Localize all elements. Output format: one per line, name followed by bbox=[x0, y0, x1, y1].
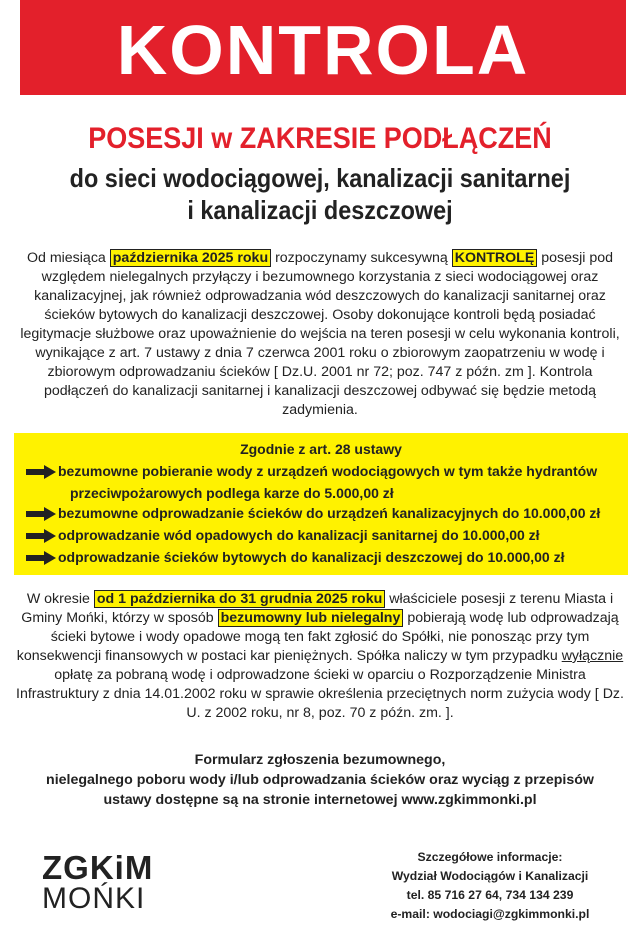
heading-red: POSESJI w ZAKRESIE PODŁĄCZEŃ bbox=[88, 122, 552, 155]
arrow-right-icon bbox=[26, 465, 56, 479]
period-text-1: W okresie bbox=[26, 591, 90, 607]
period-text-4: opłatę za pobraną wodę i odprowadzone ścieki w oparciu o Rozporządzenie Ministra Infrastruktury z dnia 14.01.2002 roku w sprawie określenia przeciętnych norm zużycia wody [ Dz. U. z 2002 roku, nr 8, poz. 70 z późn. zm. ]. bbox=[16, 667, 624, 721]
period-highlight-dates: od 1 października do 31 grudnia 2025 roku bbox=[94, 590, 385, 608]
period-text-3: pobierają wodę lub odprowadzają ścieki bytowe i wody opadowe mogą ten fakt zgłosić do Spółki, nie ponosząc przy tym konsekwencji finansowych w postaci kar pieniężnych. Spółka naliczy w tym przypadku bbox=[16, 610, 619, 664]
heading-subtitle-1: do sieci wodociągowej, kanalizacji sanitarnej bbox=[69, 163, 571, 193]
arrow-right-icon bbox=[26, 507, 56, 521]
intro-paragraph bbox=[14, 249, 626, 420]
form-note-line-1: Formularz zgłoszenia bezumownego, bbox=[194, 752, 446, 768]
period-underlined: wyłącznie bbox=[561, 648, 624, 664]
penalty-text-4: odprowadzanie ścieków bytowych do kanalizacji deszczowej do 10.000,00 zł bbox=[58, 549, 565, 565]
penalties-box bbox=[14, 433, 628, 575]
penalty-text-1: bezumowne pobieranie wody z urządzeń wodociągowych w tym także hydrantów bbox=[58, 463, 598, 479]
penalty-text-2: bezumowne odprowadzanie ścieków do urządzeń kanalizacyjnych do 10.000,00 zł bbox=[58, 505, 601, 521]
penalty-item-continuation: przeciwpożarowych podlega karze do 5.000,00 zł bbox=[70, 485, 394, 501]
period-text-2: właściciele posesji z terenu Miasta i Gminy Mońki, którzy w sposób bbox=[21, 591, 614, 626]
form-note-line-3: ustawy dostępne są na stronie internetowej www.zgkimmonki.pl bbox=[103, 792, 537, 808]
contact-title: Szczegółowe informacje: bbox=[417, 850, 563, 864]
logo-top-text: ZGKiM bbox=[42, 849, 154, 886]
form-note bbox=[0, 750, 640, 810]
heading-subtitle-2: i kanalizacji deszczowej bbox=[187, 195, 453, 225]
period-paragraph bbox=[14, 590, 626, 723]
contact-email: e-mail: wodociagi@zgkimmonki.pl bbox=[390, 907, 590, 921]
logo-bottom-text: MOŃKI bbox=[42, 882, 146, 915]
intro-highlight-date: października 2025 roku bbox=[110, 249, 271, 267]
banner bbox=[20, 0, 626, 95]
period-highlight-illegal: bezumowny lub nielegalny bbox=[218, 609, 404, 627]
penalty-text-3: odprowadzanie wód opadowych do kanalizacji sanitarnej do 10.000,00 zł bbox=[58, 527, 540, 543]
penalty-item bbox=[26, 527, 540, 543]
contact-phone: tel. 85 716 27 64, 734 134 239 bbox=[406, 888, 574, 902]
penalty-item bbox=[26, 505, 600, 521]
logo bbox=[42, 849, 162, 916]
intro-text-3: posesji pod względem nielegalnych przyłączy i bezumownego korzystania z sieci wodociągowej oraz kanalizacyjnej, jak również odprowadzania wód deszczowych do kanalizacji sanitarnej oraz ścieków bytowych do kanalizacji deszczowej. Osoby dokonujące kontroli będą posiadać legitymacje służbowe oraz upoważnienie do wejścia na teren posesji w celu wykonania kontroli, wynikające z art. 7 ustawy z dnia 7 czerwca 2001 roku o zbiorowym zaopatrzeniu w wodę i zbiorowym odprowadzaniu ścieków [ Dz.U. 2001 nr 72; poz. 747 z późn. zm ]. Kontrola podłączeń do kanalizacji sanitarnej i kanalizacji deszczowej odbywać się będzie metodą zadymienia. bbox=[20, 250, 620, 418]
banner-title: KONTROLA bbox=[116, 10, 530, 89]
arrow-right-icon bbox=[26, 551, 56, 565]
intro-highlight-control: KONTROLĘ bbox=[452, 249, 538, 267]
arrow-right-icon bbox=[26, 529, 56, 543]
penalty-item bbox=[26, 549, 565, 565]
contact-info bbox=[360, 848, 620, 924]
intro-text-2: rozpoczynamy sukcesywną bbox=[275, 250, 448, 266]
intro-text-1: Od miesiąca bbox=[26, 250, 106, 266]
penalty-item bbox=[26, 463, 597, 479]
contact-department: Wydział Wodociągów i Kanalizacji bbox=[391, 869, 589, 883]
form-note-line-2: nielegalnego poboru wody i/lub odprowadzania ścieków oraz wyciąg z przepisów bbox=[46, 772, 594, 788]
penalties-title: Zgodnie z art. 28 ustawy bbox=[240, 441, 402, 457]
